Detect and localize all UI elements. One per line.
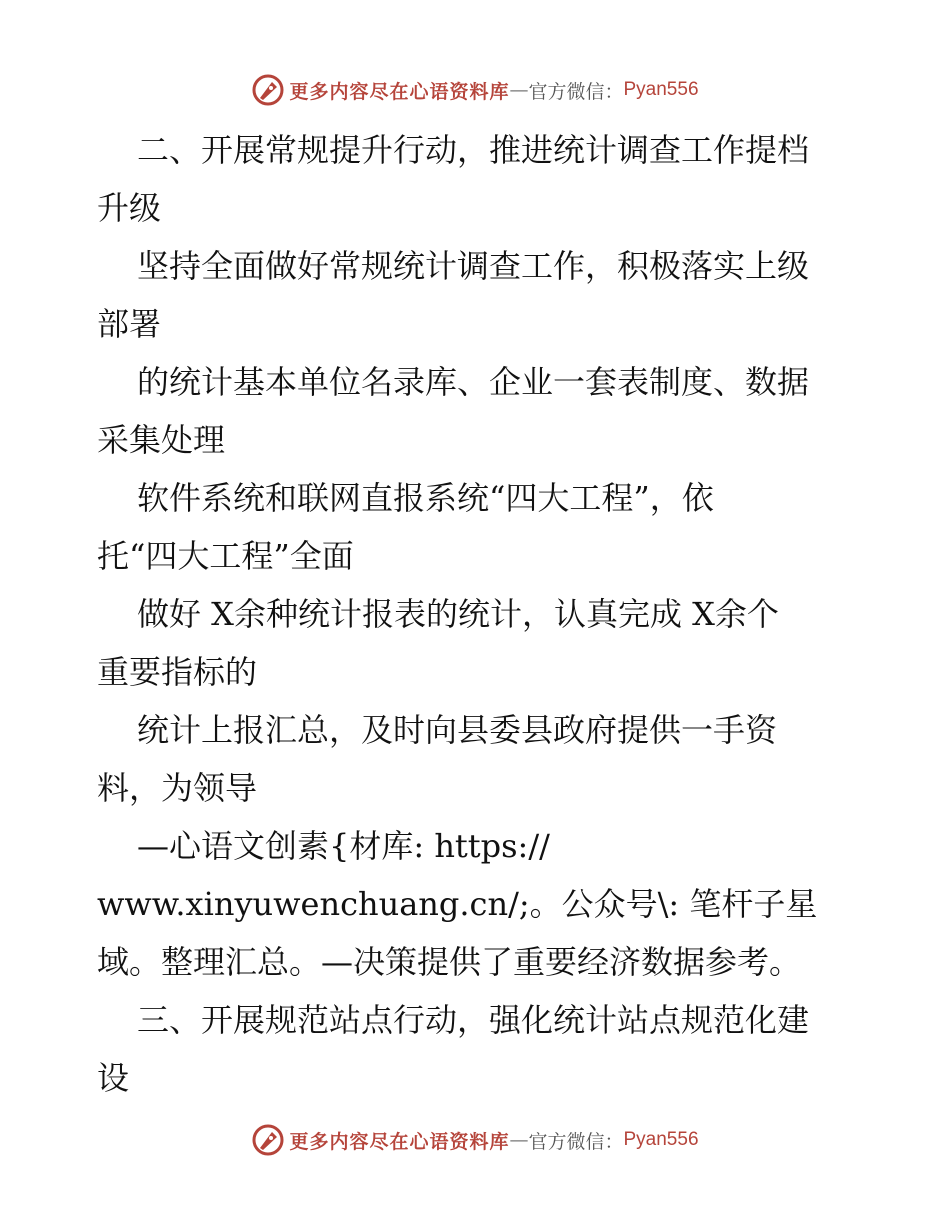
paragraph-line: 部署: [97, 305, 162, 343]
banner-wechat-id: Pyan556: [623, 1129, 699, 1150]
banner-wechat-label: 官方微信：: [528, 80, 624, 103]
paragraph-line: 域。整理汇总。—决策提供了重要经济数据参考。: [97, 943, 802, 981]
paragraph-line: 坚持全面做好常规统计调查工作，积极落实上级: [137, 247, 810, 285]
paragraph-line: 统计上报汇总，及时向县委县政府提供一手资: [137, 711, 778, 749]
banner-separator: —: [509, 1129, 529, 1151]
banner-wechat-id: Pyan556: [623, 79, 699, 100]
banner-separator: —: [509, 79, 529, 101]
header-banner: [0, 70, 950, 110]
pen-nib-logo-icon: [251, 73, 285, 107]
paragraph-line: 二、开展常规提升行动，推进统计调查工作提档: [137, 131, 810, 169]
pen-nib-logo-icon: [251, 1123, 285, 1157]
paragraph-line: 软件系统和联网直报系统“四大工程”，依: [137, 479, 714, 517]
paragraph-line: 重要指标的: [97, 653, 258, 691]
banner-wechat-label: 官方微信：: [528, 1130, 624, 1153]
paragraph-line: 三、开展规范站点行动，强化统计站点规范化建: [137, 1001, 810, 1039]
paragraph-line: 升级: [97, 189, 162, 227]
paragraph-line: 做好 X余种统计报表的统计，认真完成 X余个: [137, 595, 779, 633]
paragraph-line: 采集处理: [97, 421, 226, 459]
paragraph-line: www.xinyuwenchuang.cn/;。公众号\: 笔杆子星: [97, 885, 818, 923]
paragraph-line: 设: [97, 1059, 130, 1097]
footer-banner: [0, 1120, 950, 1160]
paragraph-line: 的统计基本单位名录库、企业一套表制度、数据: [137, 363, 810, 401]
banner-site-text: 更多内容尽在心语资料库: [289, 80, 510, 103]
paragraph-line: 料，为领导: [97, 769, 258, 807]
paragraph-line: —心语文创素{材库: https://: [137, 827, 550, 865]
paragraph-line: 托“四大工程”全面: [97, 537, 354, 575]
banner-site-text: 更多内容尽在心语资料库: [289, 1130, 510, 1153]
